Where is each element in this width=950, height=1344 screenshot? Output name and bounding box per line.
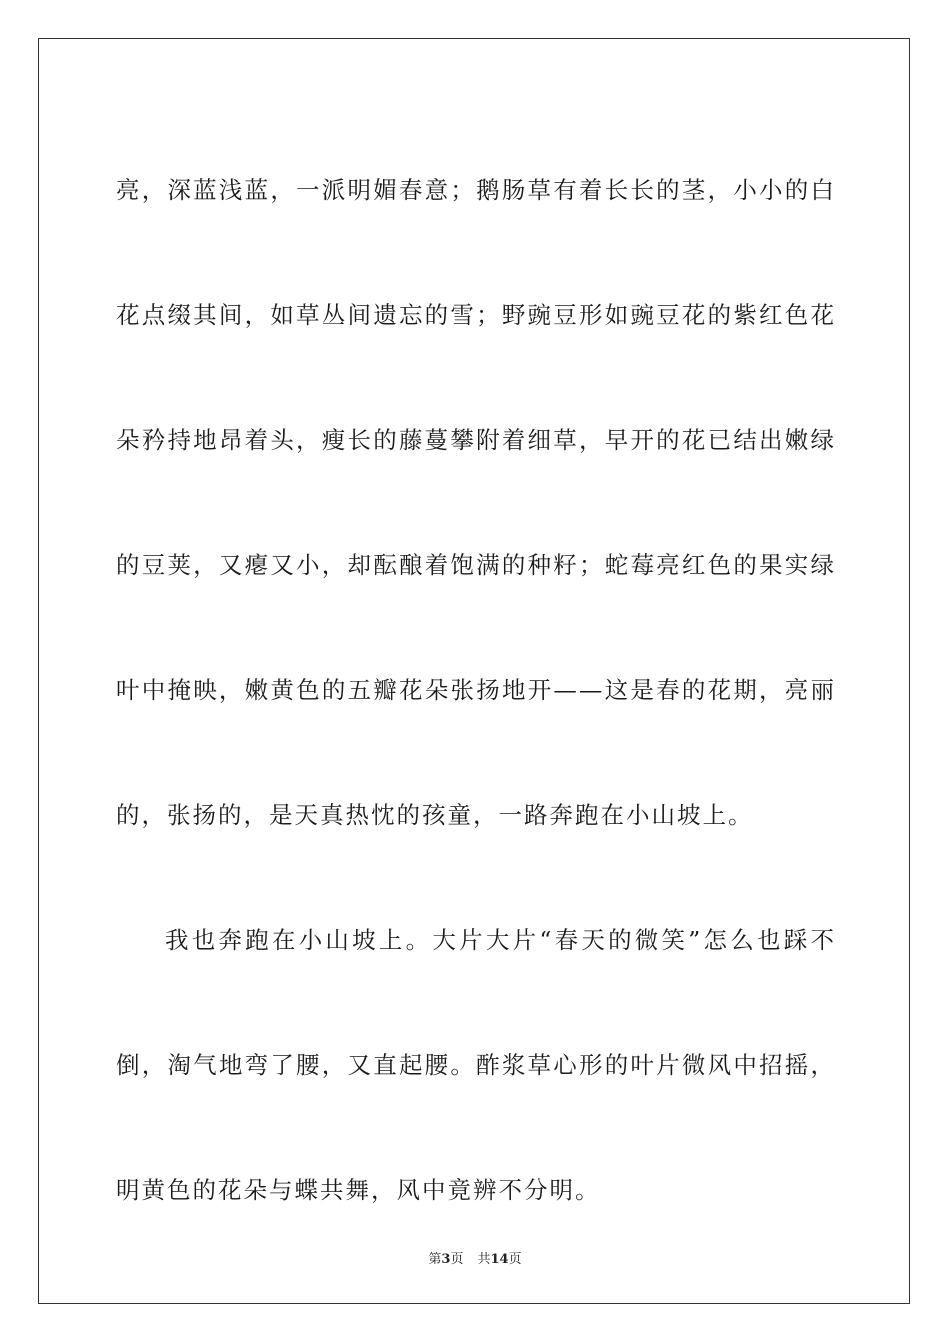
total-prefix: 共 bbox=[477, 1252, 491, 1267]
page-suffix: 页 bbox=[450, 1252, 464, 1267]
page-prefix: 第 bbox=[428, 1252, 442, 1267]
total-suffix: 页 bbox=[508, 1252, 522, 1267]
page-number: 3 bbox=[441, 1252, 451, 1267]
paragraph-2: 我也奔跑在小山坡上。大片大片“春天的微笑”怎么也踩不倒，淘气地弯了腰，又直起腰。酢浆草心形的叶片微风中招摇，明黄色的花朵与蝶共舞，风中竟辨不分明。 bbox=[116, 926, 836, 1204]
page-footer bbox=[0, 1248, 950, 1267]
document-body bbox=[116, 128, 836, 1253]
paragraph-1: 亮，深蓝浅蓝，一派明媚春意；鹅肠草有着长长的茎，小小的白花点缀其间，如草丛间遗忘的雪；野豌豆形如豌豆花的紫红色花朵矜持地昂着头，瘦长的藤蔓攀附着细草，早开的花已结出嫩绿的豆荚，又瘪又小，却酝酿着饱满的种籽；蛇莓亮红色的果实绿叶中掩映，嫩黄色的五瓣花朵张扬地开——这是春的花期，亮丽的，张扬的，是天真热忱的孩童，一路奔跑在小山坡上。 bbox=[116, 176, 836, 829]
total-pages: 14 bbox=[490, 1252, 509, 1267]
